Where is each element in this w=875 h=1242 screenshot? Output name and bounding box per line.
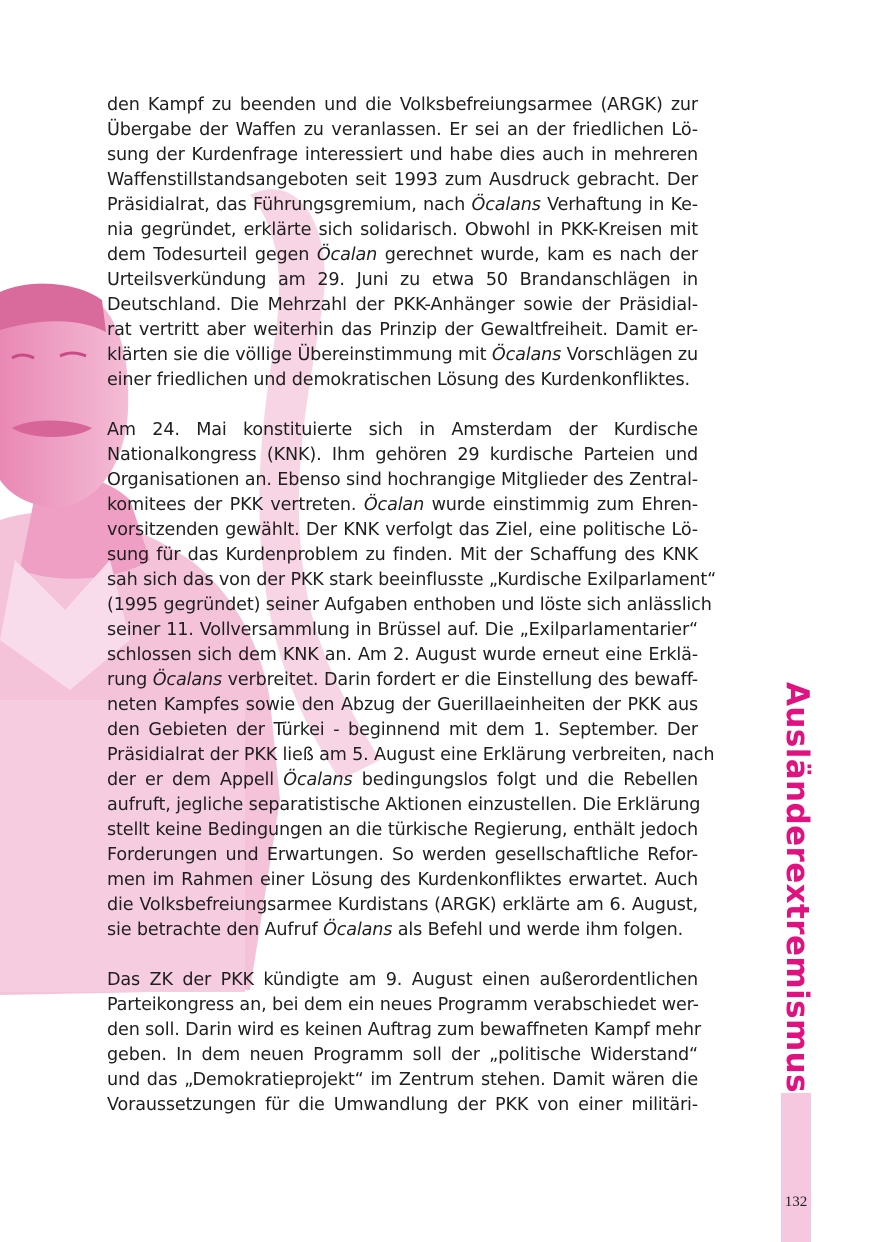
text-segment: Urteilsverkündung am 29. Juni zu etwa 50 Brandanschlägen in: [107, 270, 698, 290]
text-line: [107, 868, 698, 893]
italic-name: Öcalans: [323, 920, 393, 940]
text-segment: den Gebieten der Türkei - beginnend mit dem 1. September. Der: [107, 720, 698, 740]
page-number-tab: [781, 1093, 811, 1242]
text-line: [107, 718, 698, 743]
text-segment: bedingungslos folgt und die Rebellen: [352, 770, 699, 790]
text-line: [107, 968, 698, 993]
text-line: [107, 418, 698, 443]
text-line: [107, 693, 698, 718]
text-line: [107, 268, 698, 293]
text-segment: Nationalkongress (KNK). Ihm gehören 29 kurdische Parteien und: [107, 445, 698, 465]
text-line: [107, 668, 698, 693]
text-segment: Organisationen an. Ebenso sind hochrangige Mitglieder des Zentral-: [107, 470, 698, 490]
text-line: [107, 1043, 698, 1068]
text-segment: vorsitzenden gewählt. Der KNK verfolgt das Ziel, eine politische Lö-: [107, 520, 698, 540]
text-line: [107, 1093, 698, 1118]
text-segment: sah sich das von der PKK stark beeinflusste „Kurdische Exilparlament“: [107, 570, 717, 590]
text-segment: Präsidialrat der PKK ließ am 5. August eine Erklärung verbreiten, nach: [107, 745, 715, 765]
text-line: [107, 893, 698, 918]
text-line: [107, 543, 698, 568]
text-line: [107, 643, 698, 668]
text-segment: neten Kampfes sowie den Abzug der Guerillaeinheiten der PKK aus: [107, 695, 698, 715]
text-segment: die Volksbefreiungsarmee Kurdistans (ARGK) erklärte am 6. August,: [107, 895, 698, 915]
text-line: [107, 218, 698, 243]
text-segment: verbreitet. Darin fordert er die Einstellung des bewaff-: [221, 670, 699, 690]
text-line: [107, 93, 698, 118]
italic-name: Öcalan: [316, 245, 378, 265]
italic-name: Öcalan: [363, 495, 425, 515]
text-segment: rat vertritt aber weiterhin das Prinzip der Gewaltfreiheit. Damit er-: [107, 320, 698, 340]
text-segment: sung für das Kurdenproblem zu finden. Mit der Schaffung des KNK: [107, 545, 698, 565]
text-line: [107, 118, 698, 143]
paragraph: [107, 968, 701, 1118]
text-segment: den Kampf zu beenden und die Volksbefreiungsarmee (ARGK) zur: [107, 95, 698, 115]
text-segment: Das ZK der PKK kündigte am 9. August einen außerordentlichen: [107, 970, 698, 990]
text-line: [107, 918, 698, 943]
text-segment: nia gegründet, erklärte sich solidarisch. Obwohl in PKK-Kreisen mit: [107, 220, 698, 240]
text-line: [107, 168, 698, 193]
text-segment: einer friedlichen und demokratischen Lösung des Kurdenkonfliktes.: [107, 370, 690, 390]
text-segment: der er dem Appell: [107, 770, 284, 790]
text-line: [107, 1018, 701, 1043]
text-line: [107, 1068, 698, 1093]
text-segment: rung: [107, 670, 153, 690]
text-line: [107, 518, 698, 543]
text-segment: aufruft, jegliche separatistische Aktionen einzustellen. Die Erklärung: [107, 795, 701, 815]
text-segment: wurde einstimmig zum Ehren-: [424, 495, 698, 515]
text-segment: den soll. Darin wird es keinen Auftrag zum bewaffneten Kampf mehr: [107, 1020, 701, 1040]
text-line: [107, 993, 698, 1018]
text-segment: Voraussetzungen für die Umwandlung der PKK von einer militäri-: [107, 1095, 698, 1115]
text-segment: geben. In dem neuen Programm soll der „politische Widerstand“: [107, 1045, 698, 1065]
text-segment: Verhaftung in Ke-: [540, 195, 698, 215]
text-line: [107, 193, 698, 218]
text-segment: sie betrachte den Aufruf: [107, 920, 324, 940]
page-number: 132: [784, 1194, 808, 1210]
text-line: [107, 818, 698, 843]
text-segment: Forderungen und Erwartungen. So werden gesellschaftliche Refor-: [107, 845, 698, 865]
text-segment: men im Rahmen einer Lösung des Kurdenkonfliktes erwartet. Auch: [107, 870, 698, 890]
text-segment: klärten sie die völlige Übereinstimmung mit: [107, 345, 492, 365]
text-segment: seiner 11. Vollversammlung in Brüssel auf. Die „Exilparlamentarier“: [107, 620, 698, 640]
text-line: [107, 743, 715, 768]
text-segment: Deutschland. Die Mehrzahl der PKK-Anhänger sowie der Präsidial-: [107, 295, 698, 315]
body-text: [107, 93, 717, 1143]
text-segment: Vorschlägen zu: [561, 345, 699, 365]
text-line: [107, 143, 698, 168]
text-segment: und das „Demokratieprojekt“ im Zentrum stehen. Damit wären die: [107, 1070, 698, 1090]
italic-name: Öcalans: [491, 345, 562, 365]
text-line: [107, 793, 701, 818]
paragraph: [107, 418, 717, 943]
text-line: [107, 768, 698, 793]
text-line: [107, 243, 698, 268]
text-line: [107, 443, 698, 468]
text-segment: dem Todesurteil gegen: [107, 245, 317, 265]
text-line: [107, 293, 698, 318]
text-segment: Waffenstillstandsangeboten seit 1993 zum Ausdruck gebracht. Der: [107, 170, 698, 190]
text-segment: gerechnet wurde, kam es nach der: [377, 245, 698, 265]
text-segment: komitees der PKK vertreten.: [107, 495, 364, 515]
text-segment: Übergabe der Waffen zu veranlassen. Er sei an der friedlichen Lö-: [107, 120, 698, 140]
text-segment: Parteikongress an, bei dem ein neues Programm verabschiedet wer-: [107, 995, 699, 1015]
text-segment: Am 24. Mai konstituierte sich in Amsterdam der Kurdische: [107, 420, 698, 440]
text-line: [107, 493, 698, 518]
text-line: [107, 468, 698, 493]
section-title-vertical: Ausländerextremismus: [779, 682, 815, 1093]
text-segment: als Befehl und werde ihm folgen.: [392, 920, 684, 940]
text-segment: (1995 gegründet) seiner Aufgaben enthoben und löste sich anlässlich: [107, 595, 712, 615]
text-line: [107, 568, 717, 593]
italic-name: Öcalans: [283, 770, 353, 790]
text-line: [107, 593, 712, 618]
text-line: [107, 368, 698, 393]
paragraph: [107, 93, 698, 393]
text-line: [107, 618, 698, 643]
italic-name: Öcalans: [152, 670, 222, 690]
text-line: [107, 343, 698, 368]
text-segment: Präsidialrat, das Führungsgremium, nach: [107, 195, 472, 215]
text-line: [107, 318, 698, 343]
text-segment: schlossen sich dem KNK an. Am 2. August wurde erneut eine Erklä-: [107, 645, 698, 665]
italic-name: Öcalans: [471, 195, 541, 215]
text-segment: sung der Kurdenfrage interessiert und habe dies auch in mehreren: [107, 145, 698, 165]
text-segment: stellt keine Bedingungen an die türkische Regierung, enthält jedoch: [107, 820, 698, 840]
text-line: [107, 843, 698, 868]
